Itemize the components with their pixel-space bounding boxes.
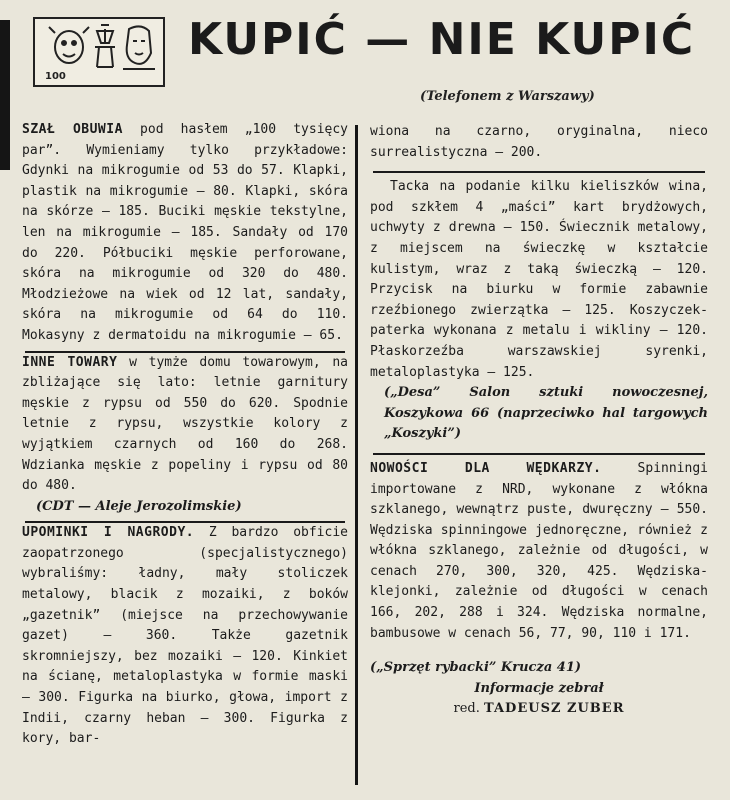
byline-intro: Informacje zebrał bbox=[474, 680, 604, 696]
author-name: TADEUSZ ZUBER bbox=[484, 701, 625, 717]
left-column bbox=[22, 120, 348, 750]
section-text: Spinningi importowane z NRD, wykonane z włókna szklanego, wewnątrz puste, dwuręczny — 550. Wędziska spinningowe jednoręczne, również z włókna szklanego, zależnie od długości, w cenach 270, 300, 320, 425. Wędziska-klejonki, zależnie od długości w cenach 166, 202, 288 i 324. Wędziska normalne, bambusowe w cenach 56, 77, 90, 110 i 171. bbox=[370, 460, 708, 641]
article-section-gifts-continued: wiona na czarno, oryginalna, nieco surrealistyczna — 200. bbox=[370, 124, 708, 160]
section-lead: NOWOŚCI DLA WĘDKARZY. bbox=[370, 460, 602, 476]
article-section-desa: Tacka na podanie kilku kieliszków wina, pod szkłem 4 „maści” kart brydżowych, uchwyty z drewna — 150. Świecznik metalowy, z miejscem na świeczkę w kształcie kulistym, wraz z taką świeczką — 120. Przycisk na biurku w formie zabawnie rzeźbionego zwierzątka — 125. Koszyczek-paterka wykonana z metalu i wikliny — 120. Płaskorzeźba warszawskiej syrenki, metaloplastyka — 125. bbox=[370, 179, 708, 380]
section-text: w tymże domu towarowym, na zbliżające się lato: letnie garnitury męskie z rypsu od 550 do 620. Spodnie letnie z rypsu, wszystkie kolory z wyjątkiem czarnych od 160 do 268. Wdzianka męskie z popeliny i rypsu od 80 do 480. bbox=[22, 354, 349, 494]
article-section-gifts bbox=[22, 523, 348, 750]
right-column bbox=[370, 122, 708, 720]
column-divider bbox=[355, 125, 358, 785]
logo-number: 100 bbox=[45, 71, 66, 82]
section-lead: UPOMINKI I NAGRODY. bbox=[22, 525, 195, 541]
column-logo bbox=[33, 17, 165, 87]
left-margin-bar bbox=[0, 20, 10, 170]
divider-rule bbox=[370, 445, 708, 459]
page-title: KUPIĆ — NIE KUPIĆ bbox=[188, 14, 696, 65]
article-section-footwear bbox=[22, 120, 348, 347]
dateline: (Telefonem z Warszawy) bbox=[420, 89, 595, 104]
section-text: pod hasłem „100 tysięcy par”. Wymieniamy tylko przykładowe: Gdynki na mikrogumie od 53 do 57. Klapki, plastik na mikrogumie — 80. Klapki, skóra na skórze — 185. Buciki męskie tekstylne, len na mikrogumie — 185. Sandały od 170 do 220. Półbuciki męskie perforowane, skóra na mikrogumie od 320 do 480. Młodzieżowe na wiek od 12 lat, sandały, skóra na mikrogumie od 64 do 110. Mokasyny z dermatoidu na mikrogumie — 65. bbox=[22, 122, 348, 343]
article-section-fishing bbox=[370, 459, 708, 644]
byline-prefix: red. bbox=[453, 701, 484, 717]
source-note: (CDT — Aleje Jerozolimskie) bbox=[36, 498, 242, 514]
source-note: („Desa” Salon sztuki nowoczesnej, Koszykowa 66 (naprzeciwko hal targowych „Koszyki”) bbox=[384, 385, 708, 442]
section-lead: SZAŁ OBUWIA bbox=[22, 122, 123, 137]
byline bbox=[370, 679, 708, 720]
divider-rule bbox=[370, 163, 708, 177]
source-note: („Sprzęt rybacki” Krucza 41) bbox=[370, 660, 582, 676]
article-section-other-goods bbox=[22, 353, 348, 497]
section-text: Z bardzo obficie zaopatrzonego (specjalistycznego) wybraliśmy: ładny, mały stoliczek metalowy, blacik z mozaiki, z boków „gazetnik” (miejsce na przechowywanie gazet) — 360. Także gazetnik skromniejszy, bez mozaiki — 120. Kinkiet na ścianę, metaloplastyka w formie maski — 300. Figurka na biurko, głowa, import z Indii, czarny heban — 300. Figurka z kory, bar- bbox=[22, 525, 348, 747]
section-lead: INNE TOWARY bbox=[22, 354, 118, 370]
